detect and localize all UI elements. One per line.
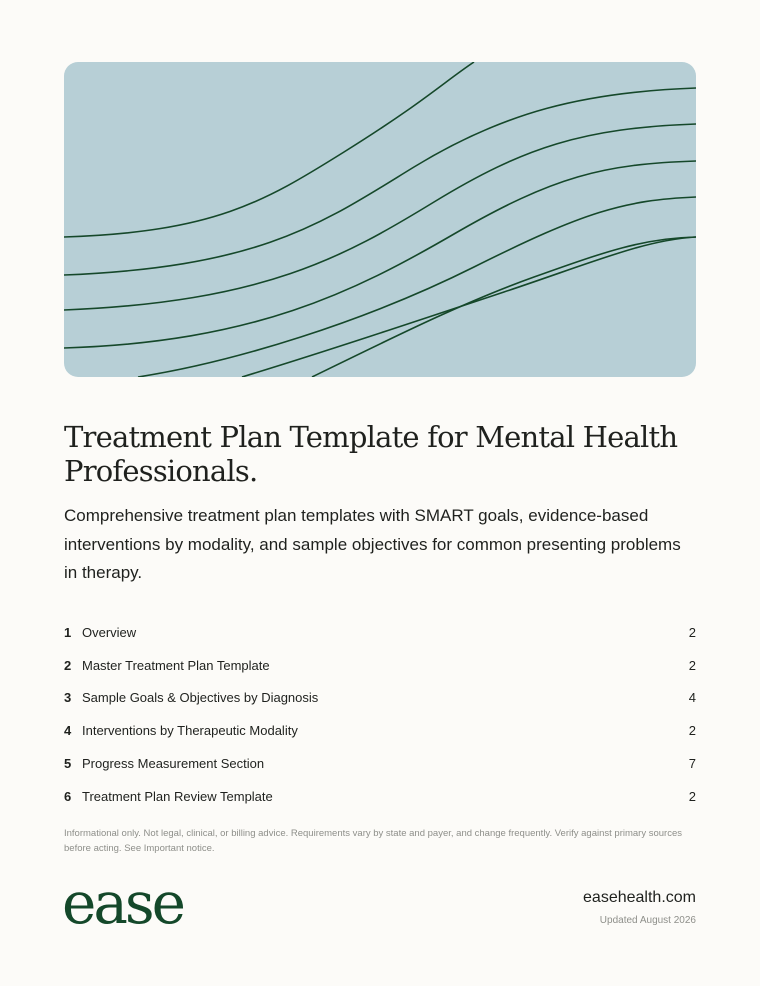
toc-item[interactable] <box>64 780 696 813</box>
wave-lines-graphic <box>64 62 696 377</box>
toc-item-label: Master Treatment Plan Template <box>82 657 270 673</box>
wave-line <box>312 237 696 377</box>
wave-line <box>64 124 696 310</box>
ease-logo: ease <box>62 869 183 937</box>
toc-item-number: 2 <box>64 657 72 673</box>
disclaimer-text: Informational only. Not legal, clinical, or billing advice. Requirements vary by state and payer, and change frequently. Verify against primary sources before acting. See Important notice. <box>64 828 682 854</box>
toc-item-number: 3 <box>64 690 72 706</box>
toc-item[interactable] <box>64 714 696 747</box>
toc-item[interactable] <box>64 747 696 780</box>
document-title: Treatment Plan Template for Mental Health Professionals. <box>64 420 678 488</box>
toc-item[interactable] <box>64 649 696 682</box>
toc-item-number: 6 <box>64 788 72 804</box>
toc-item-page: 4 <box>688 690 696 706</box>
toc-item-page: 2 <box>688 788 696 804</box>
toc-item-label: Interventions by Therapeutic Modality <box>82 723 298 739</box>
toc-item-label: Sample Goals & Objectives by Diagnosis <box>82 690 319 706</box>
wave-line <box>64 62 474 237</box>
wave-line <box>242 237 696 377</box>
table-of-contents <box>64 616 696 813</box>
website-link[interactable]: easehealth.com <box>583 889 696 906</box>
toc-item-number: 1 <box>64 624 72 640</box>
toc-item-page: 2 <box>688 723 696 739</box>
updated-date: Updated August 2026 <box>599 915 696 926</box>
toc-item-page: 2 <box>688 657 696 673</box>
document-subtitle: Comprehensive treatment plan templates with SMART goals, evidence-based interventions by modality, and sample objectives for common presenting problems in therapy. <box>64 506 681 582</box>
toc-item-label: Overview <box>82 624 137 640</box>
toc-item[interactable] <box>64 616 696 649</box>
wave-line <box>64 88 696 275</box>
toc-item[interactable] <box>64 682 696 715</box>
toc-item-label: Progress Measurement Section <box>82 756 265 772</box>
wave-line <box>138 197 696 377</box>
toc-item-number: 5 <box>64 756 72 772</box>
toc-item-page: 2 <box>688 624 696 640</box>
toc-item-label: Treatment Plan Review Template <box>82 788 273 804</box>
toc-item-page: 7 <box>688 756 696 772</box>
toc-item-number: 4 <box>64 723 72 739</box>
hero-banner <box>64 62 696 377</box>
